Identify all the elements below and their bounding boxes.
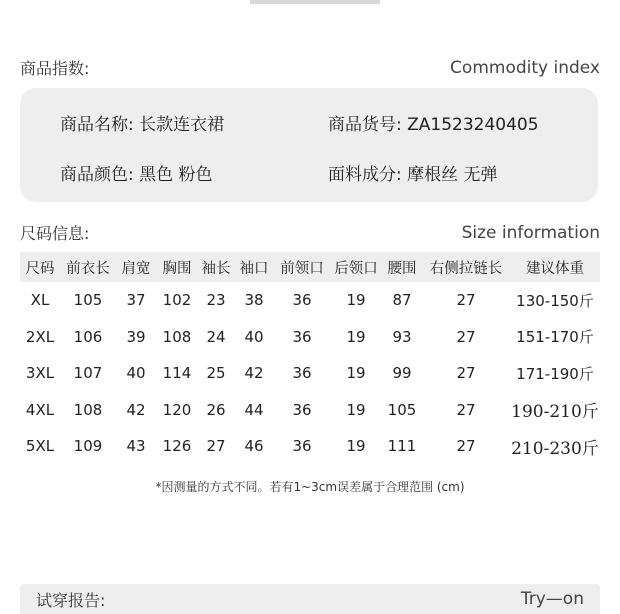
- column-header: 肩宽: [116, 252, 156, 282]
- table-row: [20, 319, 600, 356]
- table-row: [20, 355, 600, 392]
- table-cell: 126: [162, 437, 192, 456]
- table-cell: 99: [392, 364, 412, 383]
- column-header: 胸围: [156, 252, 198, 282]
- column-header: 后领口: [330, 252, 382, 282]
- table-cell: 109: [73, 437, 103, 456]
- table-cell: 87: [392, 291, 412, 310]
- table-row: [20, 282, 600, 319]
- table-cell: 106: [73, 327, 103, 346]
- table-cell: 190-210斤: [511, 402, 599, 423]
- product-fabric: 面料成分: 摩根丝 无弹: [328, 165, 498, 185]
- column-header: 袖长: [198, 252, 234, 282]
- table-row: [20, 428, 600, 465]
- table-cell: 42: [244, 364, 264, 383]
- table-cell: 36: [292, 327, 312, 346]
- column-header: 腰围: [382, 252, 422, 282]
- column-header: 建议体重: [510, 252, 600, 282]
- table-cell: 27: [206, 437, 226, 456]
- table-cell: 27: [456, 291, 476, 310]
- table-cell: 108: [162, 327, 192, 346]
- commodity-heading-en: Commodity index: [450, 57, 600, 78]
- table-cell: 26: [206, 400, 226, 419]
- table-cell: 120: [162, 400, 192, 419]
- table-cell: 105: [73, 291, 103, 310]
- table-cell: 130-150斤: [516, 291, 594, 310]
- top-section-fragment: [250, 0, 380, 4]
- table-cell: 19: [346, 327, 366, 346]
- commodity-index-header: [20, 56, 600, 79]
- table-cell: 19: [346, 291, 366, 310]
- size-heading-cn: 尺码信息:: [20, 224, 90, 243]
- column-header: 尺码: [20, 252, 60, 282]
- table-cell: 27: [456, 364, 476, 383]
- table-cell: 107: [73, 364, 103, 383]
- table-cell: 3XL: [25, 364, 55, 383]
- try-on-report-header: [20, 584, 600, 614]
- try-on-heading-en: Try—on: [520, 589, 584, 609]
- table-cell: 25: [206, 364, 226, 383]
- table-cell: 27: [456, 437, 476, 456]
- commodity-info-box: [20, 88, 598, 202]
- table-cell: 5XL: [25, 437, 55, 456]
- table-cell: 23: [206, 291, 226, 310]
- product-color: 商品颜色: 黑色 粉色: [60, 165, 213, 185]
- table-cell: 42: [126, 400, 146, 419]
- table-cell: 39: [126, 327, 146, 346]
- table-cell: 46: [244, 437, 264, 456]
- table-cell: 171-190斤: [516, 364, 594, 383]
- table-cell: 37: [126, 291, 146, 310]
- size-heading-en: Size information: [461, 222, 600, 243]
- table-cell: 114: [162, 364, 192, 383]
- table-cell: 93: [392, 327, 412, 346]
- measurement-note: *因测量的方式不同。若有1~3cm误差属于合理范围 (cm): [155, 480, 465, 494]
- table-cell: 210-230斤: [511, 438, 599, 459]
- table-cell: 108: [73, 400, 103, 419]
- table-cell: 19: [346, 364, 366, 383]
- table-cell: 151-170斤: [516, 328, 594, 347]
- table-cell: 111: [387, 437, 417, 456]
- product-item-number: 商品货号: ZA1523240405: [328, 115, 539, 135]
- column-header: 袖口: [234, 252, 274, 282]
- size-table: [20, 252, 600, 465]
- table-cell: 36: [292, 291, 312, 310]
- size-table-header-row: [20, 252, 600, 282]
- table-cell: 40: [244, 327, 264, 346]
- table-cell: 4XL: [25, 400, 55, 419]
- table-cell: 36: [292, 364, 312, 383]
- commodity-heading-cn: 商品指数:: [20, 59, 90, 78]
- column-header: 右侧拉链长: [422, 252, 510, 282]
- table-cell: 27: [456, 327, 476, 346]
- table-cell: 2XL: [25, 327, 55, 346]
- table-cell: 36: [292, 437, 312, 456]
- size-information-header: [20, 221, 600, 244]
- table-cell: 102: [162, 291, 192, 310]
- table-cell: 43: [126, 437, 146, 456]
- table-cell: 27: [456, 400, 476, 419]
- table-cell: 36: [292, 400, 312, 419]
- table-cell: 44: [244, 400, 264, 419]
- table-cell: XL: [30, 291, 50, 310]
- table-cell: 19: [346, 400, 366, 419]
- table-cell: 40: [126, 364, 146, 383]
- table-cell: 105: [387, 400, 417, 419]
- column-header: 前衣长: [60, 252, 116, 282]
- table-cell: 19: [346, 437, 366, 456]
- column-header: 前领口: [274, 252, 330, 282]
- table-cell: 38: [244, 291, 264, 310]
- table-cell: 24: [206, 327, 226, 346]
- table-row: [20, 392, 600, 429]
- product-name: 商品名称: 长款连衣裙: [60, 115, 225, 135]
- try-on-heading-cn: 试穿报告:: [36, 590, 106, 610]
